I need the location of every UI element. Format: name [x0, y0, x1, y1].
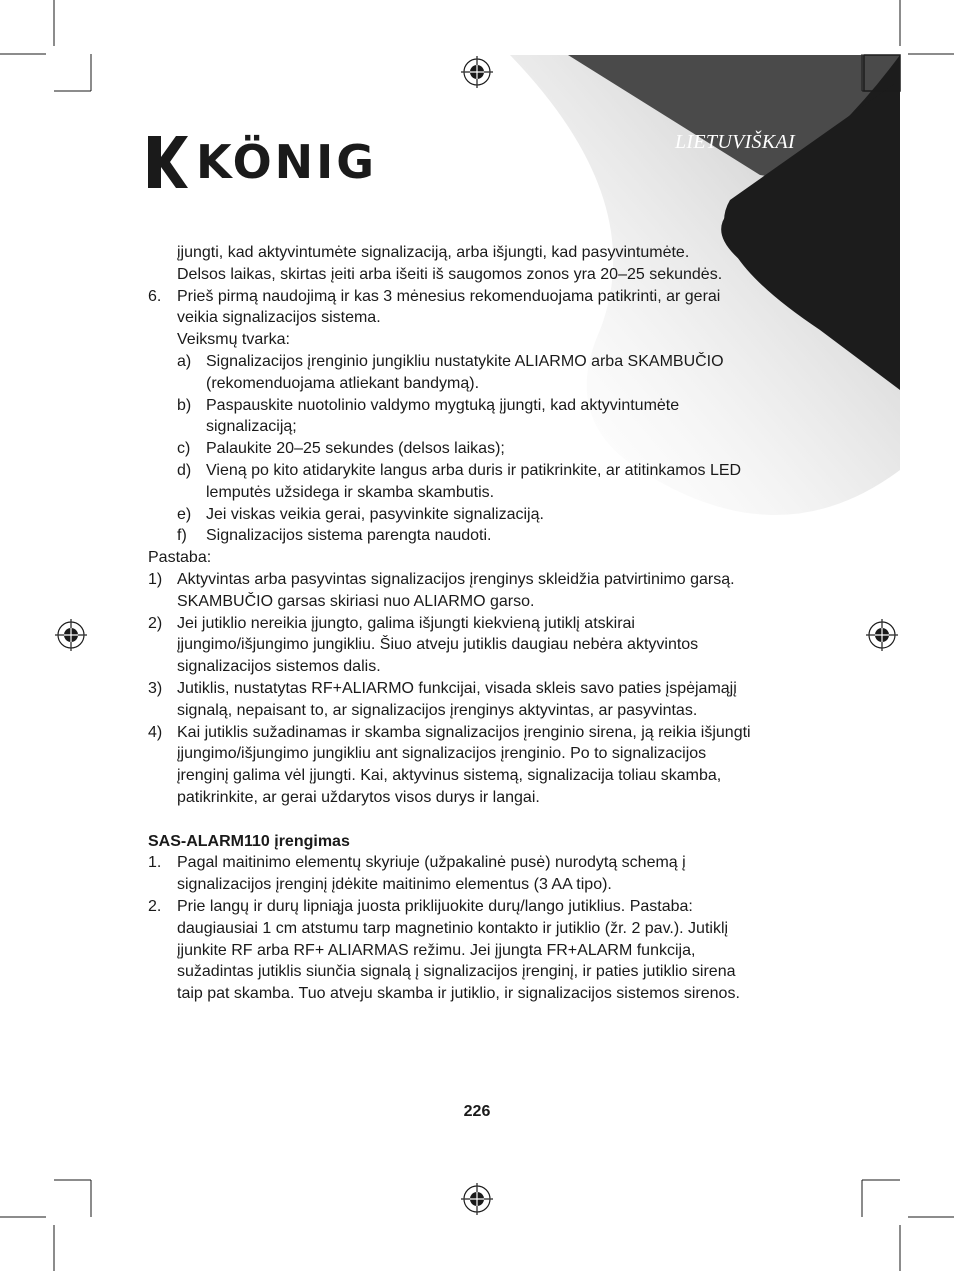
language-label: LIETUVIŠKAI [675, 131, 795, 153]
step-item [177, 504, 758, 526]
note-item [148, 613, 758, 678]
step-text: Palaukite 20–25 sekundes (delsos laikas); [206, 440, 505, 458]
step-text: Signalizacijos įrenginio jungikliu nustatykite ALIARMO arba SKAMBUČIO (rekomenduojama atliekant bandymą). [206, 352, 724, 392]
install-step-number: 2. [148, 897, 162, 915]
note-item [148, 569, 758, 613]
k-emblem-icon [148, 136, 188, 188]
page-number: 226 [463, 1103, 491, 1120]
document-body [148, 242, 758, 1005]
registration-mark-bottom [461, 1183, 493, 1215]
list-item [148, 286, 758, 330]
step-text: Vieną po kito atidarykite langus arba duris ir patikrinkite, ar atitinkamos LED lemputės užsidega ir skamba skambutis. [206, 461, 742, 501]
note-text: Kai jutiklis sužadinamas ir skamba signalizacijos įrenginio sirena, ją reikia išjungti įjungimo/išjungimo jungikliu ant signalizacijos įrenginio. Po to signalizacijos įrenginį galima vėl įjungti. Kai, aktyvinus sistemą, signalizacija toliau skamba, patikrinkite, ar gerai uždarytos visos durys ir langai. [177, 723, 751, 806]
note-number: 3) [148, 679, 163, 697]
konig-logo [148, 136, 377, 188]
brand-name: KÖNIG [196, 135, 378, 189]
note-text: Jutiklis, nustatytas RF+ALIARMO funkcijai, visada skleis savo paties įspėjamąjį signalą, nepaisant to, ar signalizacijos įrenginys aktyvintas, ar pasyvintas. [177, 679, 737, 719]
step-letter: c) [177, 440, 191, 458]
step-letter: e) [177, 505, 192, 523]
note-number: 4) [148, 723, 163, 741]
intro-line: įjungti, kad aktyvintumėte signalizaciją, arba išjungti, kad pasyvintumėte. [177, 244, 690, 261]
step-letter: b) [177, 396, 192, 414]
step-text: Signalizacijos sistema parengta naudoti. [206, 527, 492, 545]
note-number: 2) [148, 614, 163, 632]
install-step-text: Prie langų ir durų lipniąja juosta priklijuokite durų/lango jutiklius. Pastaba: daugiausiai 1 cm atstumu tarp magnetinio kontakto ir jutiklio (žr. 2 pav.). Jutiklį įjunkite RF arba RF+ ALIARMAS režimu. Jei įjungta FR+ALARM funkcija, sužadintas jutiklis siunčia signalą į signalizacijos įrenginį, ir paties jutiklio sirena taip pat skamba. Tuo atveju skamba ir jutiklio, ir signalizacijos sistemos sirenos. [177, 897, 740, 1003]
step-letter: f) [177, 527, 187, 545]
step-letter: d) [177, 461, 192, 479]
step-item [177, 525, 758, 547]
note-number: 1) [148, 570, 163, 588]
item-number: 6. [148, 287, 162, 305]
note-item [148, 678, 758, 722]
step-item [177, 351, 758, 395]
item-text: Prieš pirmą naudojimą ir kas 3 mėnesius rekomenduojama patikrinti, ar gerai veikia signalizacijos sistema. [177, 287, 721, 327]
step-item [177, 460, 758, 504]
note-item [148, 722, 758, 809]
section-heading: SAS-ALARM110 įrengimas [148, 832, 350, 850]
install-step-text: Pagal maitinimo elementų skyriuje (užpakalinė pusė) nurodytą schemą į signalizacijos įrenginį įdėkite maitinimo elementus (3 AA tipo). [177, 854, 686, 894]
note-label: Pastaba: [148, 549, 212, 567]
step-item [177, 395, 758, 439]
step-item [177, 438, 758, 460]
install-step [148, 896, 758, 1005]
step-text: Jei viskas veikia gerai, pasyvinkite signalizaciją. [206, 505, 544, 523]
install-step [148, 852, 758, 896]
registration-mark-top [461, 56, 493, 88]
intro-line: Delsos laikas, skirtas įeiti arba išeiti iš saugomos zonos yra 20–25 sekundės. [177, 265, 723, 283]
registration-mark-right [866, 619, 898, 651]
steps-label: Veiksmų tvarka: [177, 331, 290, 349]
note-text: Jei jutiklio nereikia įjungto, galima išjungti kiekvieną jutiklį atskirai įjungimo/išjungimo jungikliu. Šiuo atveju jutiklis daugiau nebėra aktyvintos signalizacijos sistemos dalis. [177, 614, 699, 676]
note-text: Aktyvintas arba pasyvintas signalizacijos įrenginys skleidžia patvirtinimo garsą. SKAMBUČIO garsas skiriasi nuo ALIARMO garso. [177, 570, 735, 610]
install-step-number: 1. [148, 854, 162, 872]
step-letter: a) [177, 352, 192, 370]
step-text: Paspauskite nuotolinio valdymo mygtuką įjungti, kad aktyvintumėte signalizaciją; [206, 396, 680, 436]
registration-mark-left [55, 619, 87, 651]
